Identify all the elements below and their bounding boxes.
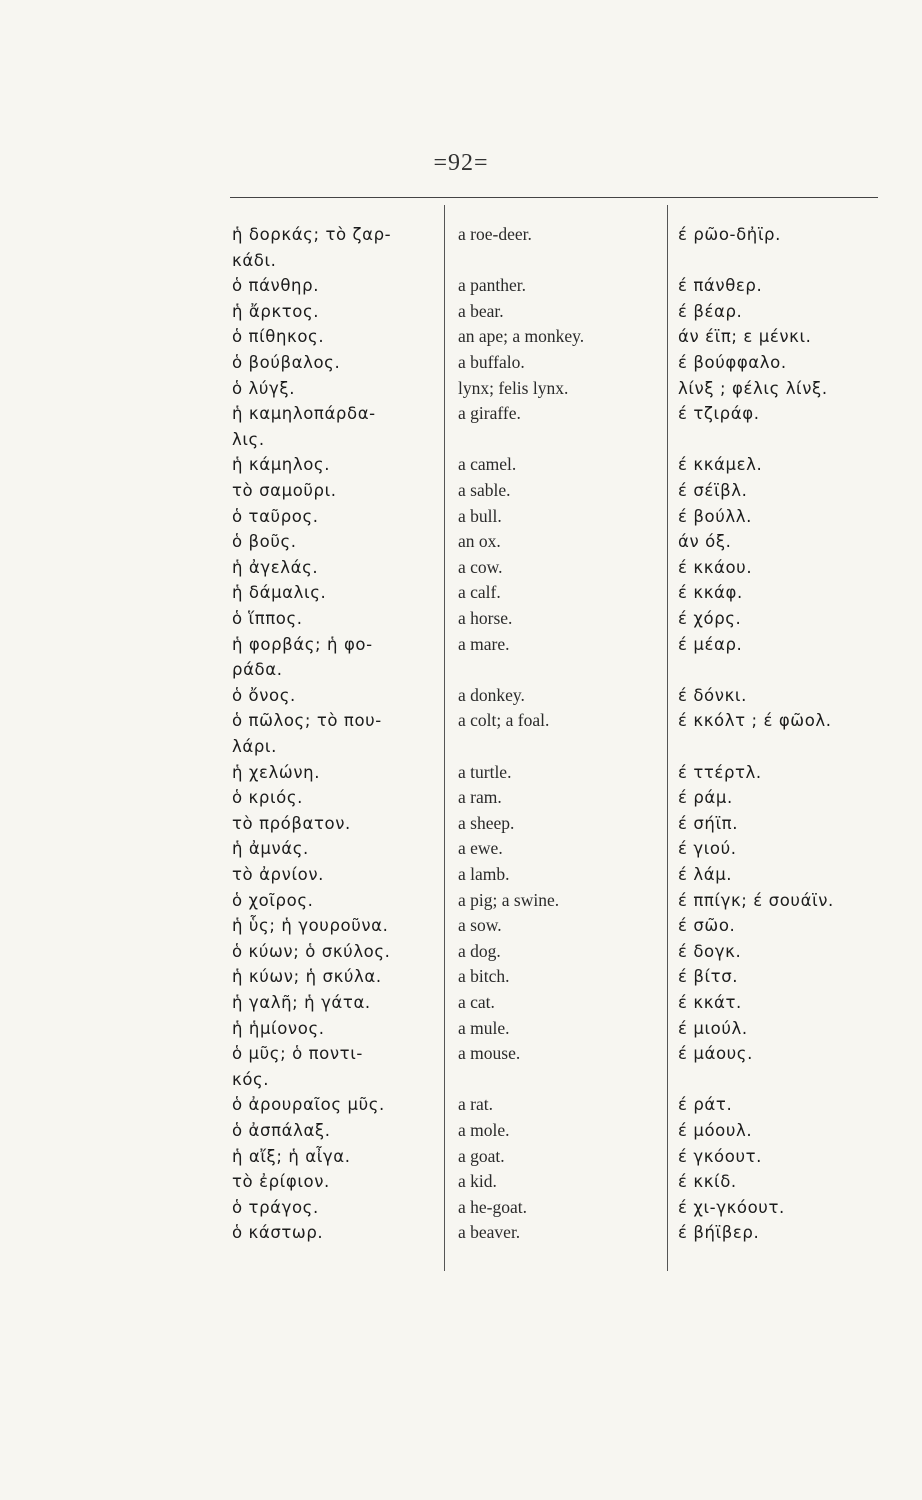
english-translation: a calf. <box>458 582 501 603</box>
english-translation: a bear. <box>458 300 504 321</box>
vocab-row <box>0 555 922 581</box>
english-translation: a mare. <box>458 633 510 654</box>
vocab-row <box>0 1016 922 1042</box>
pronunciation: έ σέϊβλ. <box>678 481 748 500</box>
pronunciation: έ βούφφαλο. <box>678 353 787 372</box>
pronunciation: έ ράτ. <box>678 1095 733 1115</box>
pronunciation: έ τζιράφ. <box>678 404 760 424</box>
greek-term: ἡ ἀμνάς. <box>232 839 309 859</box>
english-translation: a bull. <box>458 505 502 526</box>
greek-term: τὸ ἀρνίον. <box>232 865 324 884</box>
greek-term: ἡ ὗς; ἡ γουροῦνα. <box>232 916 389 936</box>
greek-term: ἡ φορβάς; ἡ φο- <box>232 634 373 654</box>
greek-term: τὸ σαμοῦρι. <box>232 481 337 500</box>
greek-term: ἡ ἀγελάς. <box>232 557 319 577</box>
english-translation: a ewe. <box>458 838 503 859</box>
pronunciation: έ ρῶο-δἠϊρ. <box>678 225 781 244</box>
pronunciation: άν όξ. <box>678 532 732 552</box>
greek-term: ὁ βούβαλος. <box>232 353 341 372</box>
vocab-row <box>0 529 922 555</box>
pronunciation: έ γκόουτ. <box>678 1146 762 1166</box>
pronunciation: έ κκάτ. <box>678 993 742 1012</box>
english-translation: a beaver. <box>458 1222 521 1243</box>
vocab-row <box>0 376 922 402</box>
english-translation: a kid. <box>458 1171 497 1192</box>
greek-term: ὁ τράγος. <box>232 1197 319 1217</box>
vocab-row <box>0 1195 922 1221</box>
greek-term: ἡ ἄρκτος. <box>232 301 320 321</box>
greek-term: ὁ κύων; ὁ σκύλος. <box>232 941 391 961</box>
greek-term: ἡ καμηλοπάρδα- <box>232 404 376 424</box>
vocab-row <box>0 964 922 990</box>
greek-term-continuation: κάδι. <box>232 250 277 270</box>
greek-term: ἡ αἴξ; ἡ αἶγα. <box>232 1146 351 1166</box>
greek-term: ὁ ταῦρος. <box>232 506 319 526</box>
pronunciation: έ γιού. <box>678 839 737 859</box>
vocab-row <box>0 299 922 325</box>
greek-term: ἡ δορκάς; τὸ ζαρ- <box>232 225 392 244</box>
vocab-row <box>0 1220 922 1246</box>
pronunciation: έ βίτσ. <box>678 967 739 987</box>
greek-term-continuation: λάρι. <box>232 736 277 756</box>
pronunciation: έ ττέρτλ. <box>678 762 762 782</box>
vocab-row <box>0 222 922 273</box>
pronunciation: άν έϊπ; ε μένκι. <box>678 327 812 347</box>
page-number: =92= <box>433 150 489 176</box>
pronunciation: έ δογκ. <box>678 941 742 961</box>
english-translation: an ox. <box>458 531 501 552</box>
top-rule <box>230 197 878 198</box>
greek-term: ἡ γαλῆ; ἡ γάτα. <box>232 993 371 1012</box>
greek-term-continuation: κός. <box>232 1069 270 1089</box>
vocab-row <box>0 580 922 606</box>
vocab-row <box>0 708 922 759</box>
greek-term: ἡ κάμηλος. <box>232 455 331 475</box>
vocab-row <box>0 478 922 504</box>
pronunciation: έ ράμ. <box>678 788 733 808</box>
english-translation: a sable. <box>458 480 511 500</box>
vocab-row <box>0 273 922 299</box>
pronunciation: έ ππίγκ; έ σουάϊν. <box>678 890 834 910</box>
pronunciation: έ μέαρ. <box>678 634 743 654</box>
vocab-row <box>0 683 922 709</box>
pronunciation: έ κκόλτ ; έ φῶολ. <box>678 711 832 731</box>
english-translation: a goat. <box>458 1145 505 1166</box>
pronunciation: έ βήϊβερ. <box>678 1223 760 1243</box>
greek-term: ἡ δάμαλις. <box>232 583 327 603</box>
greek-term: ὁ πάνθηρ. <box>232 276 320 296</box>
english-translation: a buffalo. <box>458 352 525 372</box>
greek-term: ἡ χελώνη. <box>232 762 321 782</box>
vocab-row <box>0 939 922 965</box>
greek-term: ὁ πίθηκος. <box>232 327 325 347</box>
greek-term: ὁ ἀσπάλαξ. <box>232 1121 331 1140</box>
english-translation: a colt; a foal. <box>458 710 550 731</box>
greek-term: ὁ ἀρουραῖος μῦς. <box>232 1095 385 1115</box>
greek-term: τὸ ἐρίφιον. <box>232 1172 330 1192</box>
english-translation: a mouse. <box>458 1043 521 1064</box>
greek-term: ὁ κάστωρ. <box>232 1223 324 1243</box>
english-translation: a ram. <box>458 787 502 808</box>
greek-term: ὁ ὄνος. <box>232 685 296 705</box>
greek-term: ὁ μῦς; ὁ ποντι- <box>232 1044 363 1064</box>
greek-term: ὁ ἵππος. <box>232 609 303 628</box>
greek-term: ὁ κριός. <box>232 788 303 808</box>
english-translation: a horse. <box>458 608 513 628</box>
pronunciation: έ βούλλ. <box>678 506 752 526</box>
vocab-row <box>0 785 922 811</box>
vocab-row <box>0 1144 922 1170</box>
english-translation: a dog. <box>458 940 501 961</box>
english-translation: a pig; a swine. <box>458 889 560 910</box>
vocab-row <box>0 324 922 350</box>
english-translation: a sheep. <box>458 812 515 833</box>
english-translation: a donkey. <box>458 684 525 705</box>
english-translation: a cat. <box>458 992 495 1012</box>
greek-term: ὁ πῶλος; τὸ που- <box>232 711 382 731</box>
greek-term: ὁ χοῖρος. <box>232 890 314 910</box>
pronunciation: έ κκίδ. <box>678 1172 737 1192</box>
vocab-row <box>0 836 922 862</box>
pronunciation: έ πάνθερ. <box>678 276 763 296</box>
vocab-row <box>0 632 922 683</box>
english-translation: a mole. <box>458 1120 510 1140</box>
vocab-row <box>0 1118 922 1144</box>
pronunciation: έ χόρς. <box>678 609 742 628</box>
english-translation: a roe-deer. <box>458 224 532 244</box>
english-translation: a mule. <box>458 1017 510 1038</box>
english-translation: a bitch. <box>458 966 510 987</box>
vocab-row <box>0 606 922 632</box>
pronunciation: έ μάους. <box>678 1044 753 1064</box>
pronunciation: έ δόνκι. <box>678 685 747 705</box>
greek-term: τὸ πρόβατον. <box>232 813 351 833</box>
greek-term: ἡ κύων; ἡ σκύλα. <box>232 967 382 987</box>
vocab-row <box>0 811 922 837</box>
vocab-row <box>0 913 922 939</box>
pronunciation: έ κκάου. <box>678 557 753 577</box>
greek-term-continuation: ράδα. <box>232 660 283 680</box>
english-translation: a lamb. <box>458 864 510 884</box>
pronunciation: έ σῶο. <box>678 916 736 936</box>
english-translation: a camel. <box>458 454 517 475</box>
vocab-row <box>0 990 922 1016</box>
english-translation: a rat. <box>458 1094 493 1115</box>
pronunciation: έ κκάμελ. <box>678 455 763 475</box>
pronunciation: έ χι-γκόουτ. <box>678 1197 785 1217</box>
english-translation: a cow. <box>458 556 503 577</box>
pronunciation: λίνξ ; φέλις λίνξ. <box>678 378 828 398</box>
greek-term: ἡ ἡμίονος. <box>232 1018 325 1038</box>
pronunciation: έ μόουλ. <box>678 1121 753 1140</box>
pronunciation: έ βέαρ. <box>678 301 743 321</box>
english-translation: a turtle. <box>458 761 512 782</box>
vocab-row <box>0 888 922 914</box>
english-translation: a giraffe. <box>458 403 521 424</box>
vocab-row <box>0 452 922 478</box>
english-translation: an ape; a monkey. <box>458 326 585 347</box>
greek-term-continuation: λις. <box>232 429 265 449</box>
pronunciation: έ λάμ. <box>678 865 733 884</box>
pronunciation: έ μιούλ. <box>678 1018 748 1038</box>
vocab-row <box>0 760 922 786</box>
english-translation: a panther. <box>458 275 527 296</box>
pronunciation: έ κκάφ. <box>678 583 743 603</box>
vocab-row <box>0 1041 922 1092</box>
vocab-row <box>0 504 922 530</box>
vocab-row <box>0 1092 922 1118</box>
vocab-row <box>0 1169 922 1195</box>
greek-term: ὁ βοῦς. <box>232 532 297 552</box>
vocab-row <box>0 401 922 452</box>
english-translation: a sow. <box>458 915 502 936</box>
greek-term: ὁ λύγξ. <box>232 378 296 398</box>
pronunciation: έ σήϊπ. <box>678 813 739 833</box>
vocab-row <box>0 350 922 376</box>
vocab-row <box>0 862 922 888</box>
english-translation: lynx; felis lynx. <box>458 377 569 398</box>
english-translation: a he-goat. <box>458 1196 527 1217</box>
